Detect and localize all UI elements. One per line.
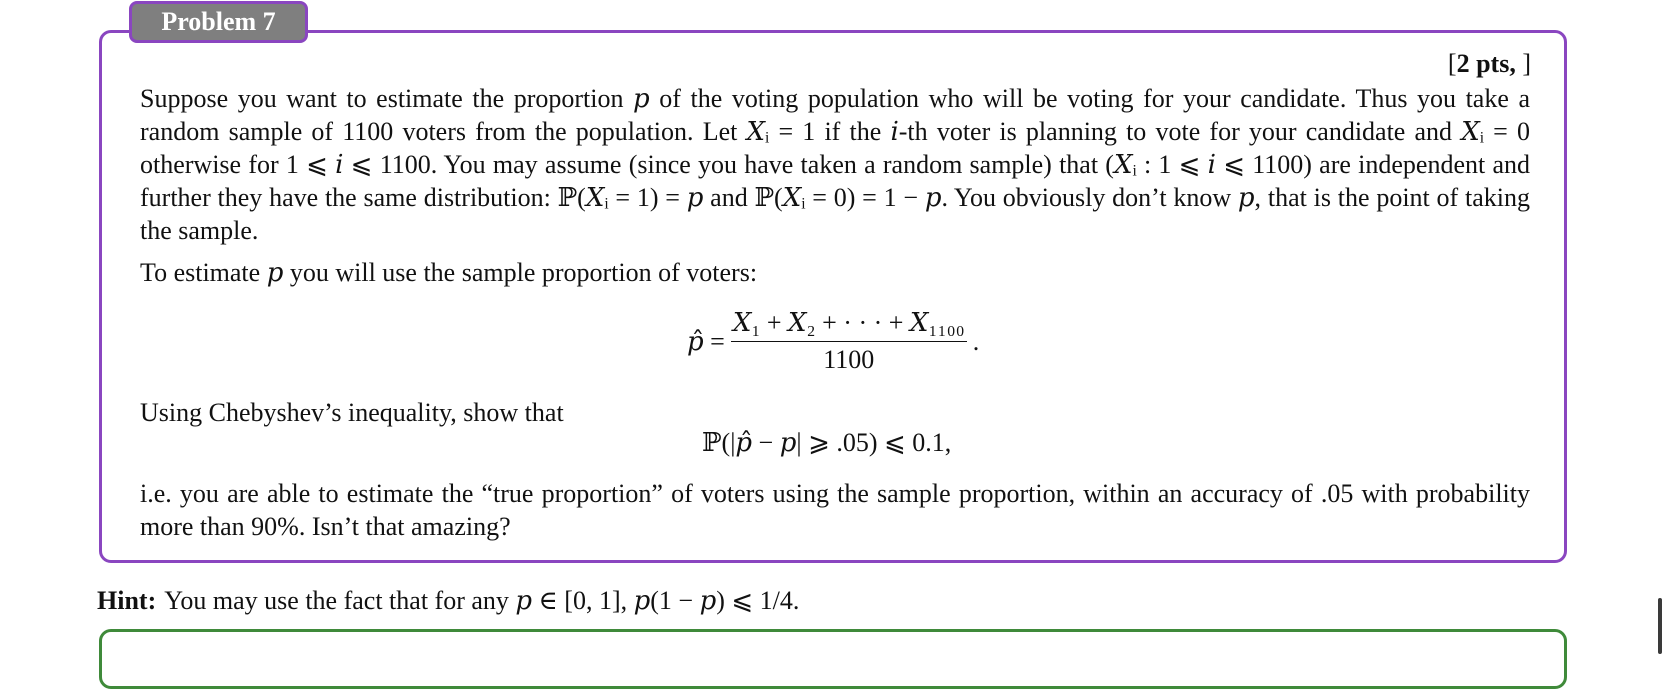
formula-fraction: [731, 307, 967, 376]
points-close: ]: [1515, 49, 1531, 78]
points-value: 2 pts,: [1456, 49, 1516, 78]
hint: [97, 586, 799, 616]
problem-title: Problem 7: [161, 7, 276, 36]
chebyshev-inequality-formula: ℙ(|𝑝̂ − 𝑝| ⩾ .05) ⩽ 0.1,: [702, 428, 952, 457]
points-label: [1448, 49, 1531, 79]
hint-text: You may use the fact that for any 𝑝 ∈ [0, 1], 𝑝(1 − 𝑝) ⩽ 1/4.: [164, 586, 800, 615]
formula-denominator: 1100: [823, 345, 875, 374]
sample-proportion-formula: [687, 307, 979, 376]
problem-paragraph-4: i.e. you are able to estimate the “true proportion” of voters using the sample proportion, within an accuracy of .05 with probability more than 90%. Isn’t that amazing?: [140, 479, 1530, 541]
points-open: [: [1447, 49, 1457, 78]
next-answer-box: [99, 629, 1567, 689]
formula-end: .: [972, 326, 980, 356]
problem-paragraph-1: Suppose you want to estimate the proportion 𝑝 of the voting population who will be voting for your candidate. Thus you take a random sample of 1100 voters from the population. Let 𝑋ᵢ = 1 if the 𝑖-th voter is planning to vote for your candidate and 𝑋ᵢ = 0 otherwise for 1 ⩽ 𝑖 ⩽ 1100. You may assume (since you have taken a random sample) that (𝑋ᵢ : 1 ⩽ 𝑖 ⩽ 1100) are independent and further they have the same distribution: ℙ(𝑋ᵢ = 1) = 𝑝 and ℙ(𝑋ᵢ = 0) = 1 − 𝑝. You obviously don’t know 𝑝, that is the point of taking the sample.: [140, 84, 1531, 245]
problem-title-tab: [129, 1, 308, 43]
problem-paragraph-2: To estimate 𝑝 you will use the sample proportion of voters:: [140, 258, 758, 287]
hint-label: Hint:: [97, 586, 157, 615]
page-scrollbar[interactable]: [1658, 598, 1662, 654]
problem-paragraph-3: Using Chebyshev’s inequality, show that: [140, 398, 564, 427]
formula-numerator: 𝑋₁ + 𝑋₂ + · · · + 𝑋₁₁₀₀: [731, 307, 967, 342]
formula-lhs: 𝑝̂ =: [687, 326, 725, 356]
